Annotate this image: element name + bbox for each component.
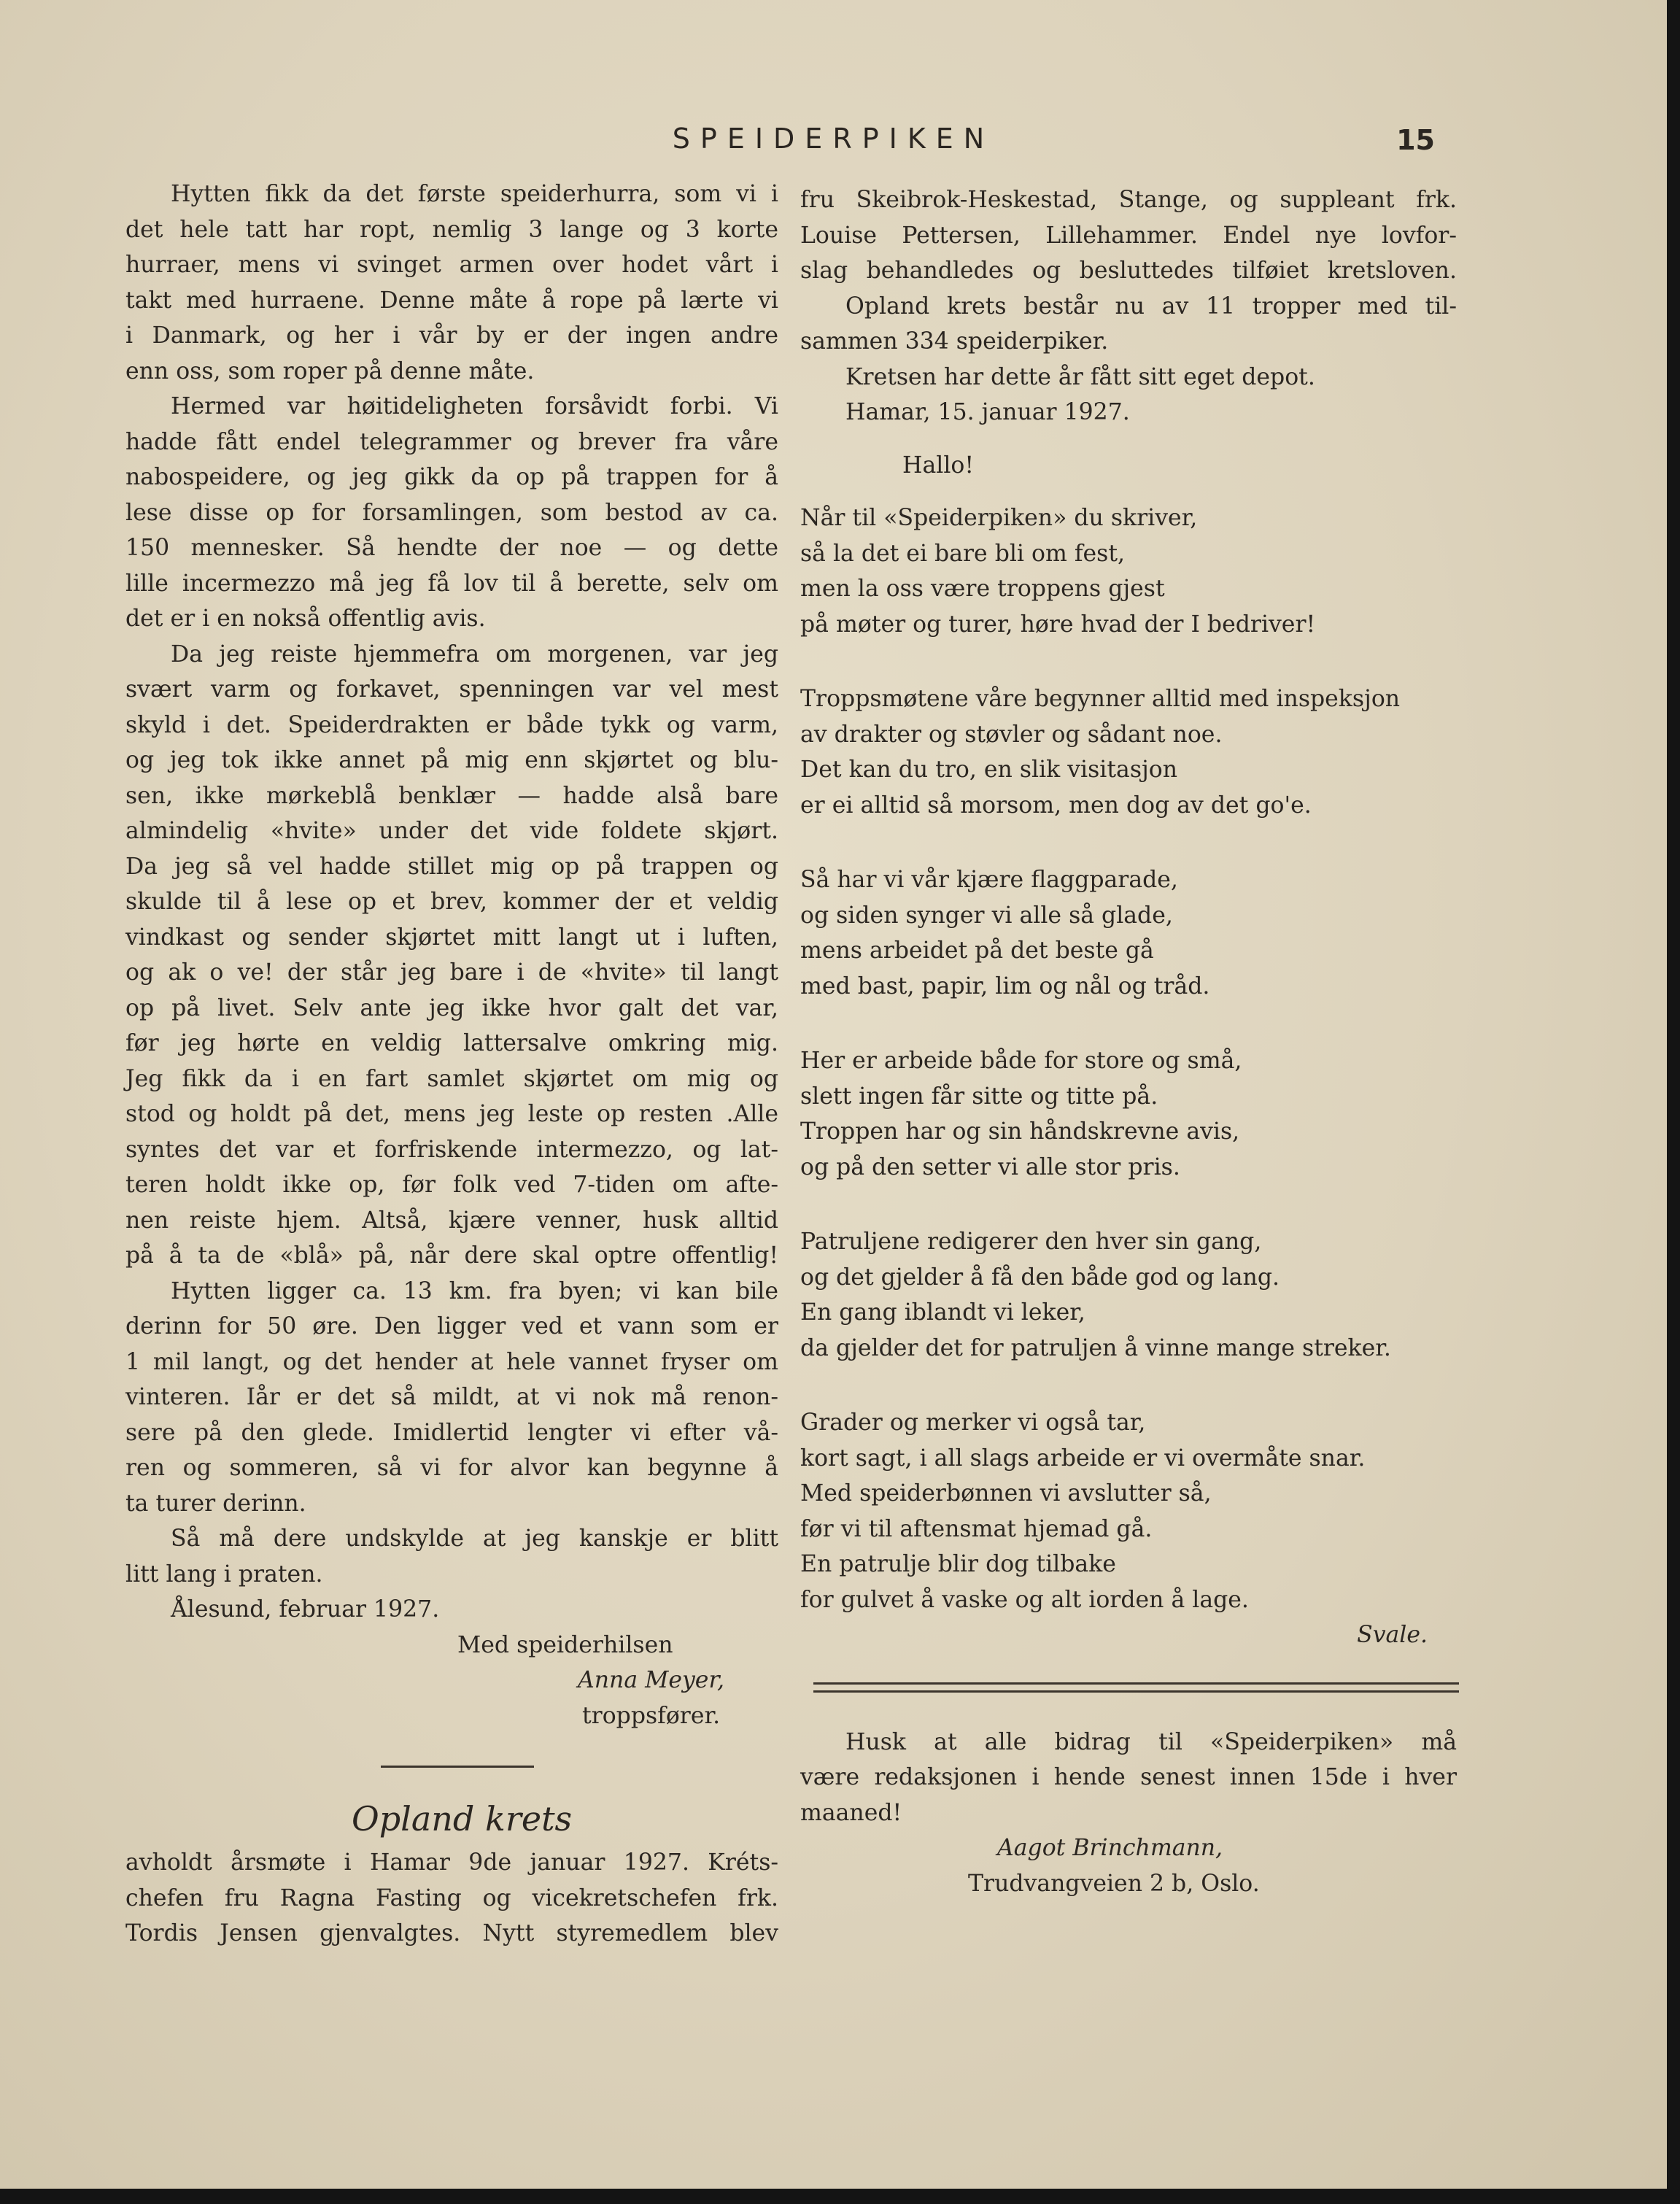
text-line: maaned!: [800, 1799, 902, 1826]
page-number: 15: [1396, 124, 1435, 156]
poem-title: Hallo!: [902, 452, 975, 479]
text-line: slag behandledes og besluttedes tilføiet kretsloven.: [800, 258, 1457, 284]
text-line: vinteren. Iår er det så mildt, at vi nok må renon-: [125, 1384, 778, 1410]
section-divider: [381, 1766, 534, 1768]
text-line: Tordis Jensen gjenvalgtes. Nytt styremedlem blev: [125, 1920, 778, 1946]
poem: [800, 500, 1457, 1617]
poem-line: En patrulje blir dog tilbake: [800, 1551, 1116, 1577]
left-column: [125, 177, 778, 1952]
notice-body: [800, 1725, 1457, 1831]
poem-stanza: [800, 862, 1457, 1004]
continued-article: [800, 182, 1457, 430]
poem-line: En gang iblandt vi leker,: [800, 1299, 1085, 1326]
signature-name: Anna Meyer,: [578, 1667, 725, 1693]
text-line: Opland krets består nu av 11 tropper med til-: [845, 293, 1457, 320]
section-body: [125, 1845, 778, 1952]
text-line: avholdt årsmøte i Hamar 9de januar 1927. Kréts-: [125, 1849, 778, 1876]
poem-line: kort sagt, i all slags arbeide er vi overmåte snar.: [800, 1445, 1366, 1472]
text-line: chefen fru Ragna Fasting og vicekretschefen frk.: [125, 1884, 778, 1911]
poem-line: men la oss være troppens gjest: [800, 576, 1165, 602]
text-line: Så må dere undskylde at jeg kanskje er blitt: [171, 1526, 778, 1552]
right-column: [800, 182, 1457, 1901]
text-line: almindelig «hvite» under det vide foldete skjørt.: [125, 818, 778, 844]
text-line: enn oss, som roper på denne måte.: [125, 357, 535, 384]
text-line: Da jeg reiste hjemmefra om morgenen, var jeg: [171, 641, 778, 668]
signature-greeting: Med speiderhilsen: [457, 1631, 673, 1658]
text-line: teren holdt ikke op, før folk ved 7-tiden om afte-: [125, 1172, 778, 1198]
editor-notice: [800, 1725, 1457, 1902]
text-line: 1 mil langt, og det hender at hele vannet fryser om: [125, 1348, 778, 1375]
text-line: Husk at alle bidrag til «Speiderpiken» må: [845, 1728, 1457, 1755]
poem-line: Det kan du tro, en slik visitasjon: [800, 757, 1177, 783]
poem-stanza: [800, 1043, 1457, 1185]
section-title: Opland krets: [352, 1799, 573, 1838]
poem-line: er ei alltid så morsom, men dog av det go'e.: [800, 792, 1312, 819]
text-line: sammen 334 speiderpiker.: [800, 328, 1109, 355]
poem-stanza: [800, 500, 1457, 642]
text-line: før jeg hørte en veldig lattersalve omkring mig.: [125, 1030, 778, 1056]
poem-line: Troppen har og sin håndskrevne avis,: [800, 1118, 1240, 1145]
poem-stanza: [800, 681, 1457, 823]
poem-line: slett ingen får sitte og titte på.: [800, 1083, 1158, 1110]
notice-signature-name: Aagot Brinchmann,: [997, 1835, 1223, 1861]
poem-line: og på den setter vi alle stor pris.: [800, 1153, 1180, 1180]
text-line: hurraer, mens vi svinget armen over hodet vårt i: [125, 252, 778, 278]
text-line: og ak o ve! der står jeg bare i de «hvite» til langt: [125, 959, 778, 986]
text-line: sen, ikke mørkeblå benklær — hadde alså bare: [125, 782, 778, 809]
poem-line: Så har vi vår kjære flaggparade,: [800, 867, 1178, 893]
text-line: Hermed var høitideligheten forsåvidt forbi. Vi: [171, 393, 778, 419]
text-line: sere på den glede. Imidlertid lengter vi efter vå-: [125, 1419, 778, 1446]
text-line: lille incermezzo må jeg få lov til å berette, selv om: [125, 570, 778, 597]
text-line: på å ta de «blå» på, når dere skal optre offentlig!: [125, 1242, 778, 1269]
poem-line: Patruljene redigerer den hver sin gang,: [800, 1229, 1262, 1255]
poem-line: på møter og turer, høre hvad der I bedriver!: [800, 611, 1316, 638]
text-line: nabospeidere, og jeg gikk da op på trappen for å: [125, 464, 778, 490]
text-line: nen reiste hjem. Altså, kjære venner, husk alltid: [125, 1207, 778, 1234]
text-line: Da jeg så vel hadde stillet mig op på trappen og: [125, 853, 778, 880]
poem-author: Svale.: [1357, 1622, 1428, 1648]
poem-line: da gjelder det for patruljen å vinne mange streker.: [800, 1334, 1391, 1361]
poem-line: og siden synger vi alle så glade,: [800, 902, 1173, 929]
text-line: Hytten ligger ca. 13 km. fra byen; vi kan bile: [171, 1277, 778, 1304]
text-line: derinn for 50 øre. Den ligger ved et vann som er: [125, 1313, 778, 1339]
poem-line: mens arbeidet på det beste gå: [800, 937, 1154, 964]
poem-line: for gulvet å vaske og alt iorden å lage.: [800, 1586, 1249, 1613]
poem-line: før vi til aftensmat hjemad gå.: [800, 1515, 1153, 1542]
text-line: Louise Pettersen, Lillehammer. Endel nye lovfor-: [800, 222, 1457, 249]
signature-role: troppsfører.: [582, 1702, 721, 1729]
text-line: Ålesund, februar 1927.: [171, 1596, 440, 1623]
text-line: være redaksjonen i hende senest innen 15de i hver: [800, 1764, 1457, 1790]
text-line: Hytten fikk da det første speiderhurra, som vi i: [171, 181, 778, 207]
poem-line: så la det ei bare bli om fest,: [800, 540, 1125, 567]
text-line: det hele tatt har ropt, nemlig 3 lange og 3 korte: [125, 216, 778, 243]
text-line: Hamar, 15. januar 1927.: [845, 399, 1130, 425]
text-line: op på livet. Selv ante jeg ikke hvor galt det var,: [125, 994, 778, 1021]
poem-stanza: [800, 1224, 1457, 1366]
poem-line: Grader og merker vi også tar,: [800, 1410, 1146, 1436]
poem-stanza: [800, 1405, 1457, 1617]
poem-line: Når til «Speiderpiken» du skriver,: [800, 505, 1198, 531]
notice-signature-address: Trudvangveien 2 b, Oslo.: [968, 1870, 1260, 1897]
text-line: Kretsen har dette år fått sitt eget depot.: [845, 363, 1315, 390]
poem-line: Troppsmøtene våre begynner alltid med inspeksjon: [800, 686, 1401, 712]
text-line: svært varm og forkavet, spenningen var vel mest: [125, 676, 778, 703]
poem-line: med bast, papir, lim og nål og tråd.: [800, 973, 1210, 999]
text-line: skyld i det. Speiderdrakten er både tykk og varm,: [125, 711, 778, 738]
text-line: lese disse op for forsamlingen, som bestod av ca.: [125, 499, 778, 526]
text-line: takt med hurraene. Denne måte å rope på lærte vi: [125, 287, 778, 314]
text-line: vindkast og sender skjørtet mitt langt ut i luften,: [125, 924, 778, 951]
poem-line: Med speiderbønnen vi avslutter så,: [800, 1480, 1212, 1507]
double-divider: [813, 1682, 1459, 1693]
poem-line: av drakter og støvler og sådant noe.: [800, 721, 1223, 748]
text-line: ta turer derinn.: [125, 1490, 306, 1517]
text-line: det er i en nokså offentlig avis.: [125, 606, 486, 632]
page-header-title: SPEIDERPIKEN: [672, 123, 995, 155]
text-line: stod og holdt på det, mens jeg leste op resten .Alle: [125, 1101, 778, 1127]
article-body: [125, 177, 778, 1628]
text-line: fru Skeibrok-Heskestad, Stange, og suppleant frk.: [800, 187, 1457, 213]
text-line: ren og sommeren, så vi for alvor kan begynne å: [125, 1455, 778, 1481]
poem-line: Her er arbeide både for store og små,: [800, 1048, 1242, 1074]
text-line: Jeg fikk da i en fart samlet skjørtet om mig og: [125, 1065, 778, 1092]
text-line: syntes det var et forfriskende intermezzo, og lat-: [125, 1136, 778, 1163]
text-line: hadde fått endel telegrammer og brever fra våre: [125, 428, 778, 455]
text-line: skulde til å lese op et brev, kommer der et veldig: [125, 889, 778, 915]
text-line: litt lang i praten.: [125, 1561, 323, 1588]
text-line: i Danmark, og her i vår by er der ingen andre: [125, 322, 778, 349]
text-line: og jeg tok ikke annet på mig enn skjørtet og blu-: [125, 747, 778, 773]
poem-line: og det gjelder å få den både god og lang.: [800, 1264, 1280, 1291]
text-line: 150 mennesker. Så hendte der noe — og dette: [125, 535, 778, 561]
